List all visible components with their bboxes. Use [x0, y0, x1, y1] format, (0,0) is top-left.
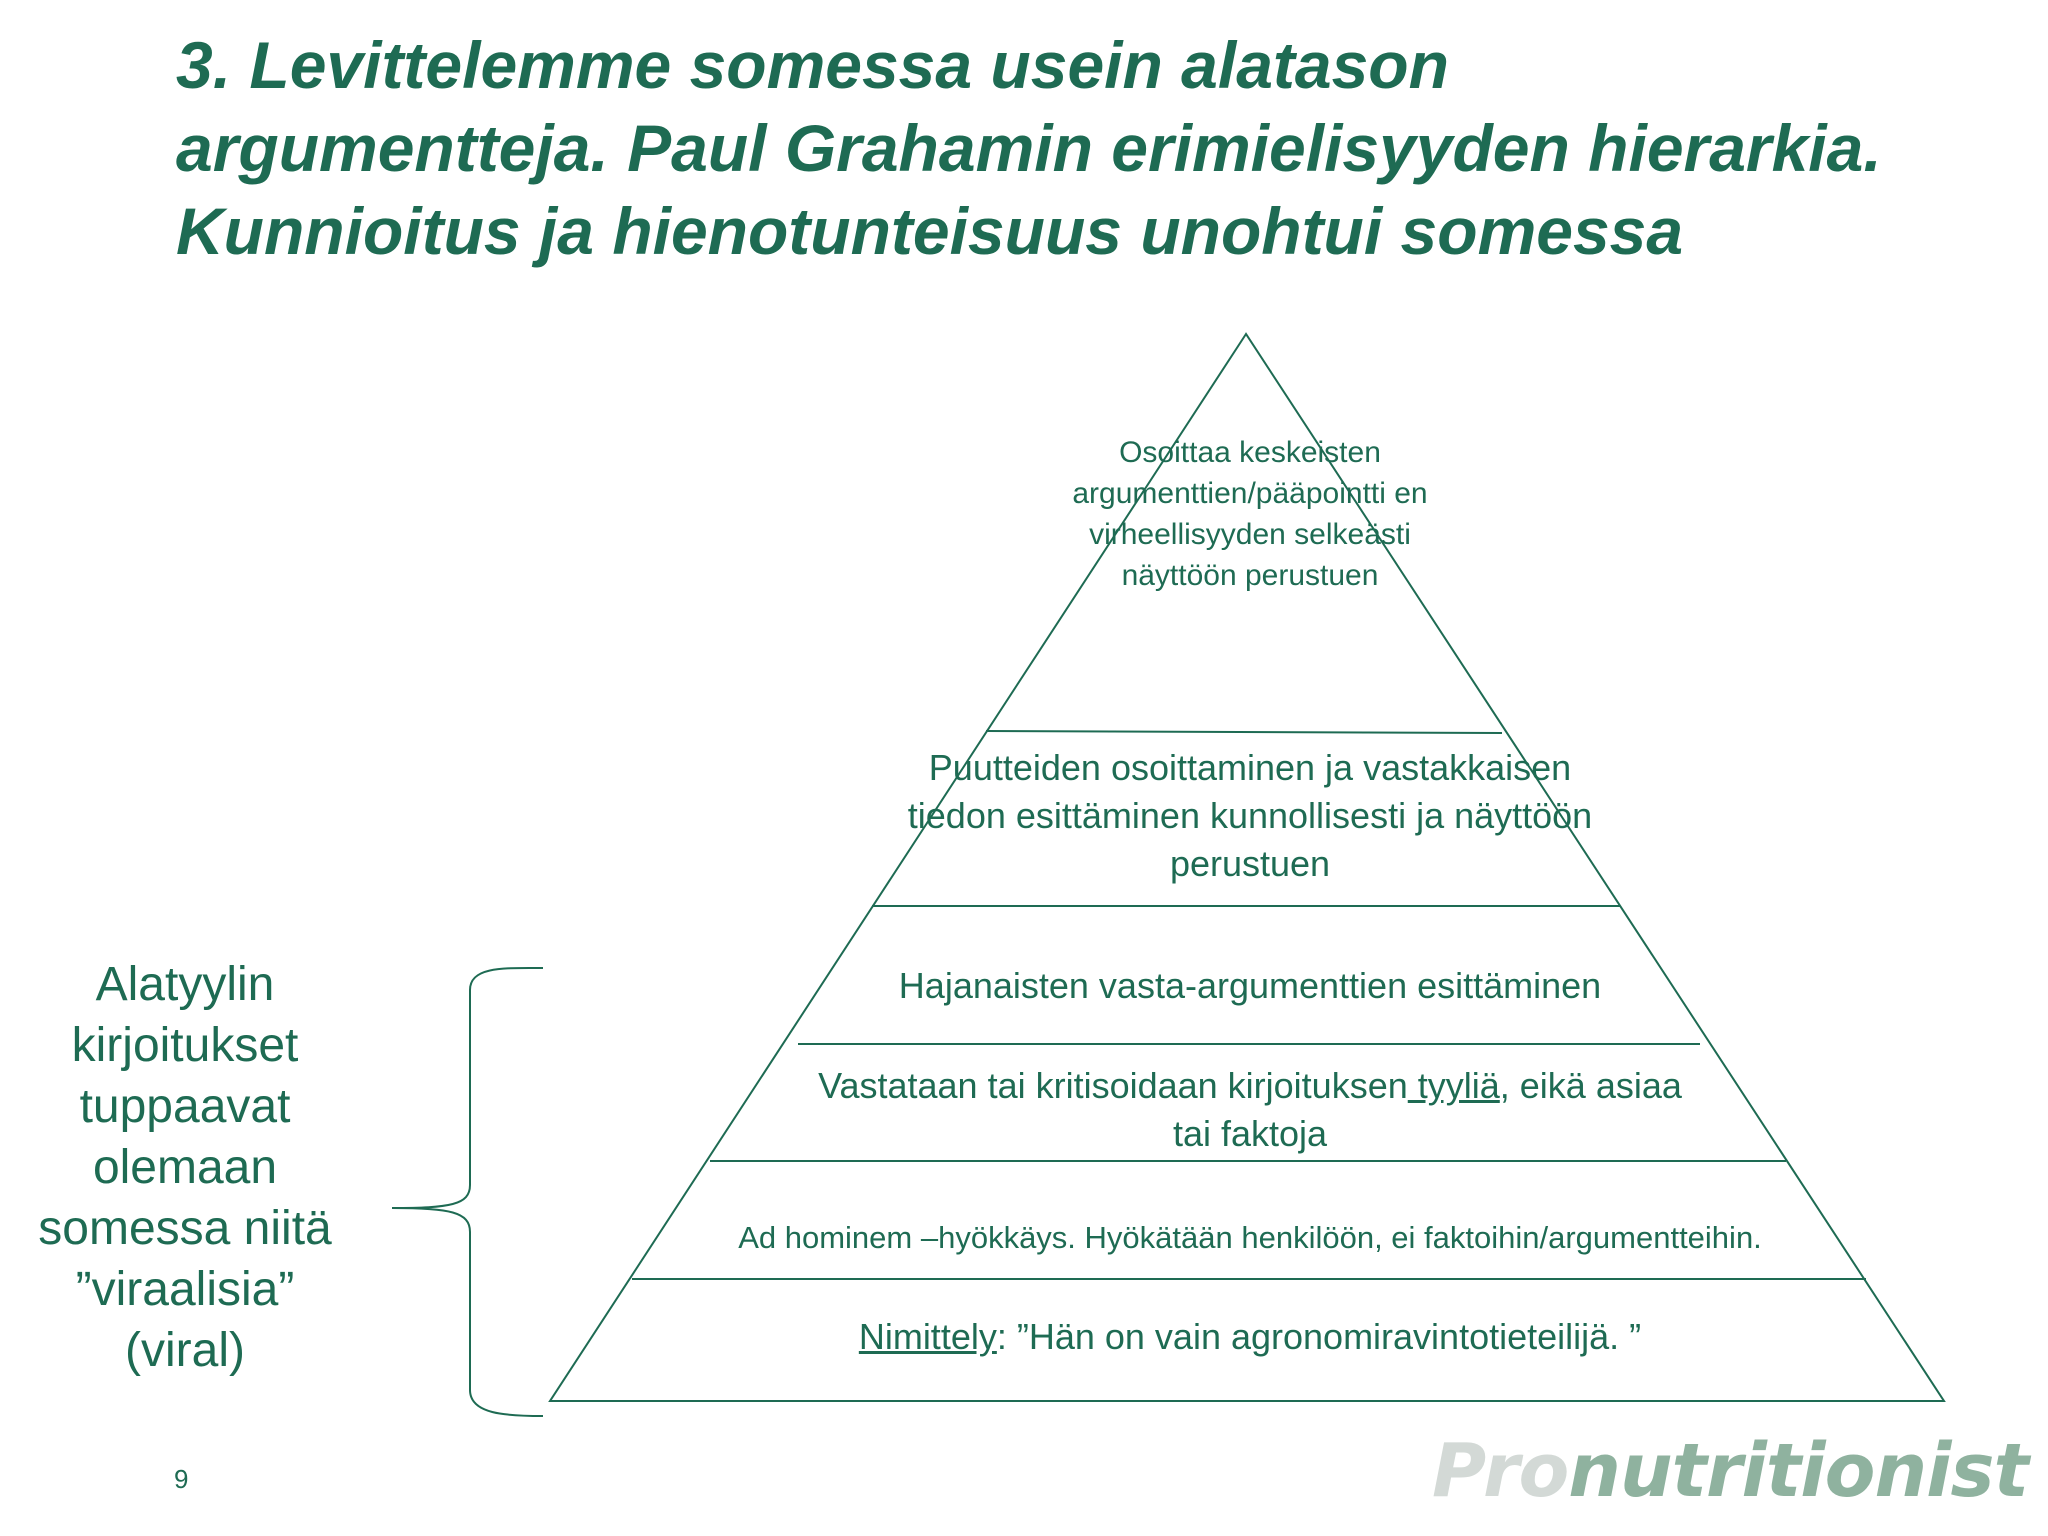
pyramid-level-3-text: Hajanaisten vasta-argumenttien esittäminen: [898, 965, 1602, 1006]
pyramid-level-1-text: Osoittaa keskeisten argumenttien/pääpointti en virheellisyyden selkeästi näyttöön perustuen: [1072, 436, 1428, 592]
level-4-text-end: , eikä asiaa tai faktoja: [1172, 1065, 1682, 1154]
pyramid-level-6-text: [700, 1313, 1800, 1361]
level-6-text-end: : ”Hän on vain agronomiravintotieteilijä. ”: [996, 1316, 1642, 1357]
slide-title: 3. Levittelemme somessa usein alatason argumentteja. Paul Grahamin erimielisyyden hierarkia. Kunnioitus ja hienotunteisuus unohtui somessa: [176, 28, 1882, 268]
pyramid-divider-1: [986, 731, 1502, 733]
level-6-underlined-word: Nimittely: [858, 1316, 997, 1357]
pronutritionist-logo: [1432, 1428, 2028, 1514]
logo-text-nutritionist: nutritionist: [1568, 1428, 2028, 1514]
slide-number: 9: [174, 1464, 189, 1494]
pyramid-level-2-text: Puutteiden osoittaminen ja vastakkaisen tiedon esittäminen kunnollisesti ja näyttöön perustuen: [907, 747, 1593, 884]
level-4-underlined-word: tyyliä: [1407, 1065, 1500, 1106]
curly-brace: [392, 968, 543, 1416]
logo-text-pro: Pro: [1432, 1428, 1569, 1514]
side-annotation: Alatyylin kirjoitukset tuppaavat olemaan somessa niitä ”viraalisia” (viral): [38, 958, 332, 1377]
pyramid-level-4-text: [800, 1062, 1700, 1158]
level-4-text-start: Vastataan tai kritisoidaan kirjoituksen: [818, 1065, 1408, 1106]
pyramid-level-5-text: Ad hominem –hyökkäys. Hyökätään henkilöön, ei faktoihin/argumentteihin.: [738, 1220, 1762, 1255]
